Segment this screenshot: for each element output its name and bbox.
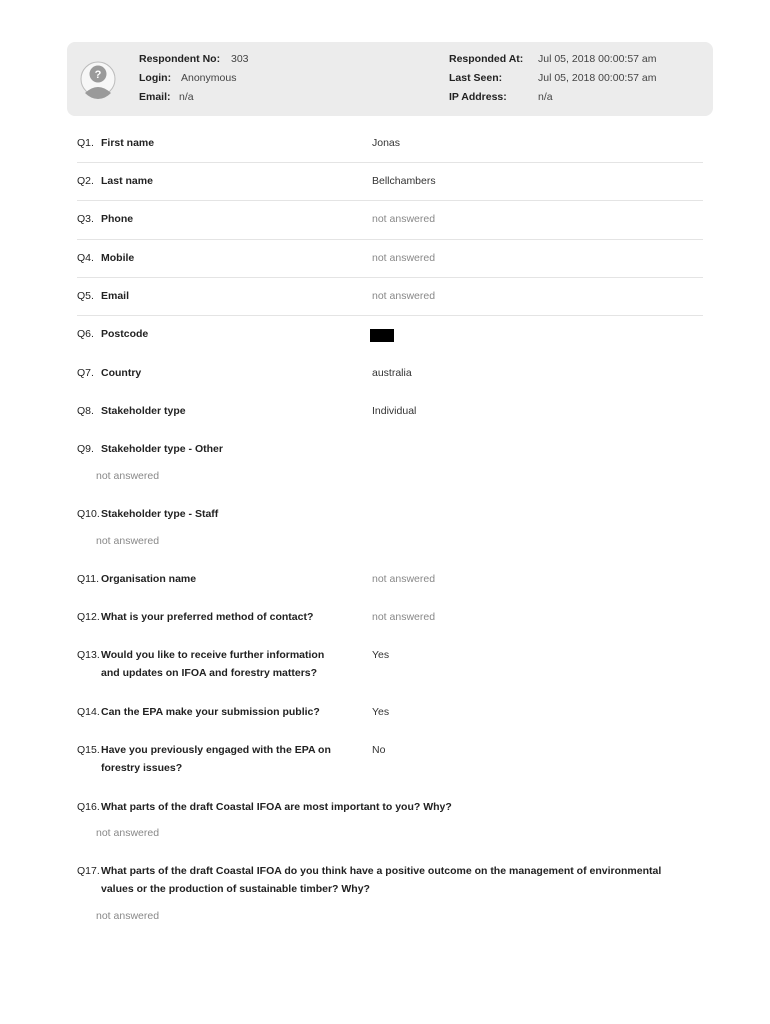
question-2: Q2. Last name	[77, 175, 153, 187]
answer-2: Bellchambers	[372, 175, 436, 187]
answer-1: Jonas	[372, 137, 401, 149]
answer-8: Individual	[372, 405, 417, 417]
answer-4: not answered	[372, 252, 436, 264]
question-8: Q8. Stakeholder type	[77, 405, 186, 417]
answer-15: No	[372, 744, 386, 756]
answer-7: australia	[372, 367, 412, 379]
answer-9: not answered	[96, 470, 160, 482]
svg-text:?: ?	[94, 69, 102, 81]
user-avatar-icon	[80, 57, 116, 101]
question-10: Q10.Stakeholder type - Staff	[77, 508, 219, 520]
question-14: Q14.Can the EPA make your submission public?	[77, 706, 320, 718]
question-5: Q5. Email	[77, 290, 130, 302]
answer-14: Yes	[372, 706, 390, 718]
answer-17: not answered	[96, 910, 160, 922]
divider	[77, 277, 703, 278]
question-13: Q13.Would you like to receive further information and updates on IFOA and forestry matters?	[77, 649, 325, 679]
responded-at-value: Jul 05, 2018 00:00:57 am	[538, 53, 657, 65]
answer-5: not answered	[372, 290, 436, 302]
question-17: Q17.What parts of the draft Coastal IFOA do you think have a positive outcome on the management of environmental values or the production of sustainable timber? Why?	[77, 865, 662, 895]
divider	[77, 239, 703, 240]
respondent-no-value: 303	[231, 53, 249, 65]
question-7: Q7. Country	[77, 367, 142, 379]
last-seen-label: Last Seen:	[449, 72, 503, 84]
question-4: Q4. Mobile	[77, 252, 135, 264]
question-12: Q12.What is your preferred method of contact?	[77, 611, 314, 623]
question-11: Q11. Organisation name	[77, 573, 197, 585]
respondent-no-label: Respondent No:	[139, 53, 221, 65]
divider	[77, 315, 703, 316]
answer-10: not answered	[96, 535, 160, 547]
answer-3: not answered	[372, 213, 436, 225]
answer-11: not answered	[372, 573, 436, 585]
login-value: Anonymous	[181, 72, 237, 84]
redacted-postcode	[370, 329, 394, 342]
question-9: Q9. Stakeholder type - Other	[77, 443, 223, 455]
question-15: Q15.Have you previously engaged with the EPA on forestry issues?	[77, 744, 331, 774]
login-label: Login:	[139, 72, 172, 84]
ip-address-value: n/a	[538, 91, 553, 103]
answer-13: Yes	[372, 649, 390, 661]
question-1: Q1. First name	[77, 137, 155, 149]
divider	[77, 162, 703, 163]
ip-address-label: IP Address:	[449, 91, 507, 103]
answer-12: not answered	[372, 611, 436, 623]
respondent-header	[67, 42, 713, 116]
divider	[77, 200, 703, 201]
last-seen-value: Jul 05, 2018 00:00:57 am	[538, 72, 657, 84]
responded-at-label: Responded At:	[449, 53, 524, 65]
question-6: Q6. Postcode	[77, 328, 149, 340]
question-16: Q16.What parts of the draft Coastal IFOA are most important to you? Why?	[77, 801, 452, 813]
email-value: n/a	[179, 91, 194, 103]
email-label: Email:	[139, 91, 171, 103]
question-3: Q3. Phone	[77, 213, 134, 225]
answer-16: not answered	[96, 827, 160, 839]
